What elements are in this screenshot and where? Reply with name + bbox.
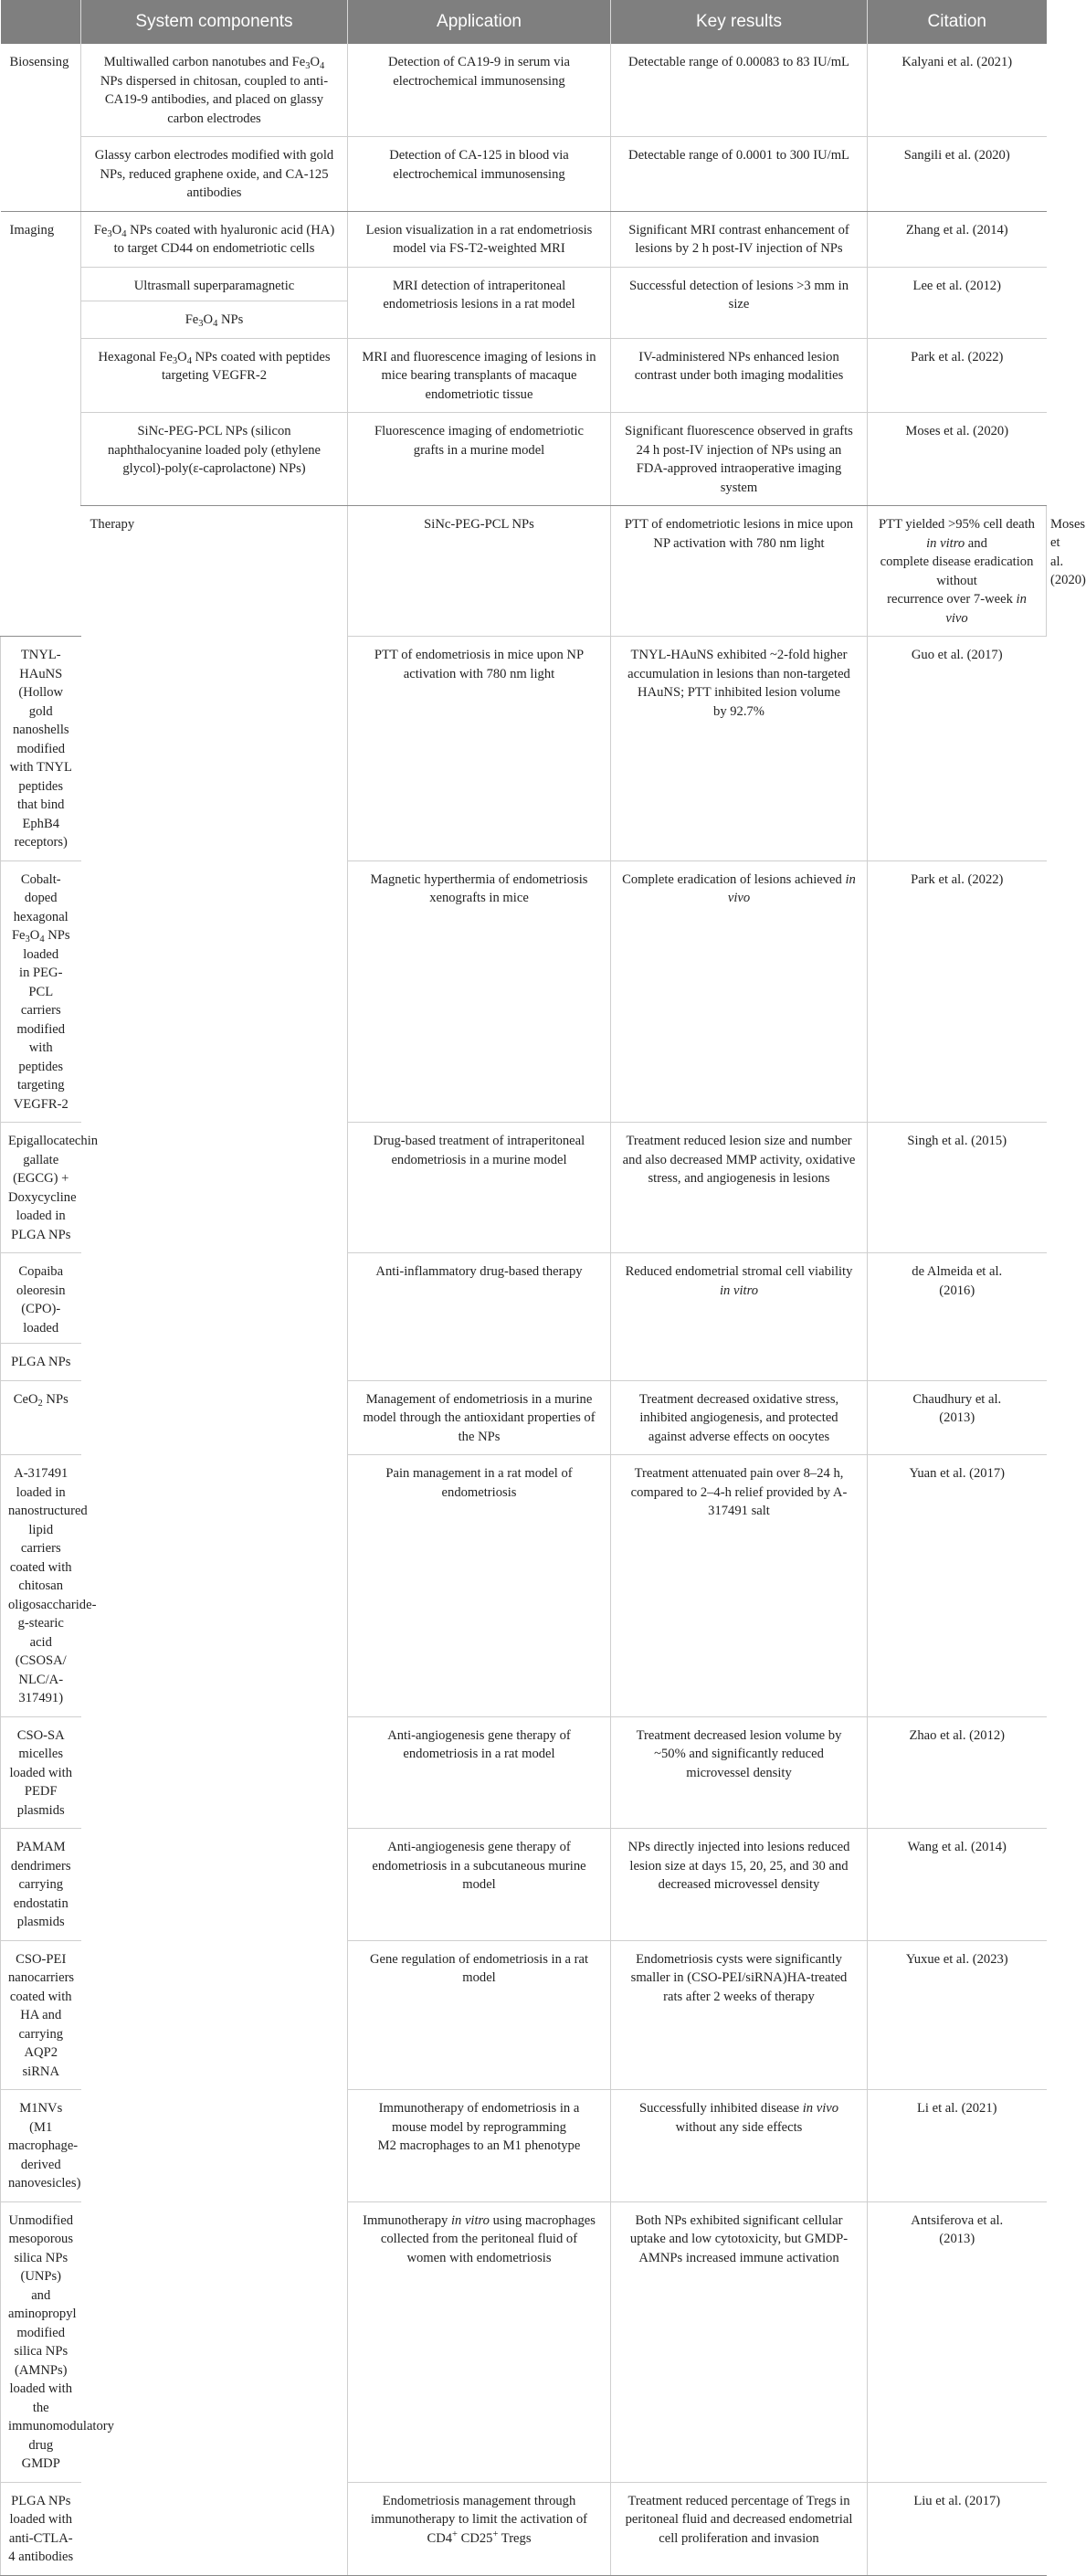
citation-cell	[868, 860, 1047, 1123]
cell-text-segment: Significant MRI contrast enhancement of lesions by 2 h post-IV injection of NPs	[628, 222, 849, 256]
key-results-cell	[611, 44, 868, 137]
citation-text: Liu et al. (2017)	[913, 2493, 1001, 2508]
cell-text-segment: Anti-angiogenesis gene therapy of endometriosis in a rat model	[387, 1727, 571, 1761]
cell-text-segment: Unmodified mesoporous silica NPs (UNPs) and aminopropyl modified silica NPs (AMNPs) loaded with the immunomodulatory drug GMDP	[8, 2212, 114, 2471]
cell-text-segment: A-317491 loaded in nanostructured lipid carriers coated with chitosan oligosaccharide-g-stearic acid (CSOSA/ NLC/A-317491)	[8, 1466, 97, 1705]
cell-text-segment: 4	[320, 61, 325, 71]
application-cell	[348, 1380, 611, 1455]
cell-text-segment: Copaiba oleoresin (CPO)-loaded	[16, 1264, 66, 1336]
table-header-row	[1, 0, 1047, 44]
cell-text-segment: PAMAM dendrimers carrying endostatin plasmids	[10, 1840, 71, 1929]
cell-text-segment: 4	[186, 355, 192, 366]
cell-text-segment: Treatment decreased oxidative stress, inhibited angiogenesis, and protected against adverse effects on oocytes	[638, 1391, 839, 1444]
cell-text-segment: Anti-angiogenesis gene therapy of endometriosis in a subcutaneous murine model	[372, 1840, 586, 1892]
key-results-cell	[611, 1455, 868, 1717]
cell-text-segment: 3	[25, 934, 30, 945]
citation-text: Park et al. (2022)	[911, 349, 1004, 364]
application-cell	[348, 1940, 611, 2090]
system-components-cell	[1, 1253, 81, 1344]
citation-cell	[868, 1123, 1047, 1253]
cell-text-segment: PTT of endometriotic lesions in mice upon NP activation with 780 nm light	[624, 517, 854, 551]
cell-text-segment: Pain management in a rat model of endometriosis	[385, 1466, 573, 1500]
cell-text-segment: PLGA NPs loaded with anti-CTLA- 4 antibodies	[8, 2493, 74, 2564]
cell-text-segment: NPs coated with hyaluronic acid (HA) to target CD44 on endometriotic cells	[113, 222, 335, 256]
citation-text: Zhao et al. (2012)	[909, 1727, 1006, 1743]
cell-text-segment: Epigallocatechin gallate (EGCG) + Doxycycline loaded in PLGA NPs	[8, 1134, 99, 1242]
cell-text-segment: O	[29, 928, 40, 943]
system-components-cell	[81, 267, 348, 301]
application-cell	[348, 1716, 611, 1829]
citation-text: Antsiferova et al. (2013)	[911, 2212, 1004, 2246]
cell-text-segment: Both NPs exhibited significant cellular uptake and low cytotoxicity, but GMDP- AMNPs increased immune activation	[629, 2212, 849, 2265]
category-header	[1, 0, 81, 44]
cell-text-segment: CD25	[457, 2530, 493, 2546]
system-components-cell	[1, 1344, 81, 1381]
system-components-cell	[1, 2201, 114, 2482]
key-results-cell	[611, 2482, 868, 2575]
citation-cell	[868, 1455, 1047, 1717]
key-results-cell	[611, 1380, 868, 1455]
key-results-cell	[611, 1253, 868, 1381]
application-cell	[348, 1829, 611, 1941]
cell-text-segment: in vitro	[450, 2212, 490, 2228]
system-components-cell	[1, 1829, 81, 1941]
application-cell	[611, 506, 868, 637]
cell-text-segment: CSO-PEI nanocarriers coated with HA and carrying AQP2 siRNA	[8, 1951, 75, 2079]
application-cell	[348, 860, 611, 1123]
cell-text-segment: 3	[107, 228, 112, 239]
cell-text-segment: Significant fluorescence observed in grafts 24 h post-IV injection of NPs using an FDA-approved intraoperative imaging system	[625, 424, 853, 495]
citation-cell	[868, 1940, 1047, 2090]
table-row	[1, 211, 1047, 267]
cell-text-segment: Reduced endometrial stromal cell viability	[625, 1264, 853, 1279]
cell-text-segment: 3	[198, 319, 204, 329]
system-components-cell	[1, 860, 81, 1123]
category-imaging: Imaging	[1, 211, 81, 637]
key-results-cell	[611, 137, 868, 212]
citation-cell	[868, 1716, 1047, 1829]
cell-text-segment: NPs coated with peptides targeting VEGFR-2	[162, 349, 331, 383]
application-header: Application	[348, 0, 611, 44]
cell-text-segment: Fluorescence imaging of endometriotic grafts in a murine model	[374, 424, 584, 458]
application-cell	[348, 267, 611, 338]
citation-cell	[868, 413, 1047, 506]
system-components-cell	[81, 137, 348, 212]
citation-cell	[868, 1380, 1047, 1455]
key-results-cell	[611, 1829, 868, 1941]
key-results-cell	[611, 338, 868, 413]
cell-text-segment: MRI and fluorescence imaging of lesions in mice bearing transplants of macaque endometriotic tissue	[362, 349, 596, 402]
system-components-cell	[1, 1716, 81, 1829]
citation-text: Wang et al. (2014)	[907, 1840, 1007, 1854]
citation-text: Lee et al. (2012)	[912, 278, 1001, 293]
citation-cell	[868, 2090, 1047, 2202]
citation-text: Yuan et al. (2017)	[909, 1466, 1006, 1481]
cell-text-segment: 2	[37, 1398, 43, 1409]
cell-text-segment: Detectable range of 0.00083 to 83 IU/mL	[628, 55, 849, 69]
cell-text-segment: in vivo	[945, 592, 1027, 626]
cell-text-segment: in vitro	[926, 535, 965, 551]
category-therapy: Therapy	[81, 506, 348, 2576]
cell-text-segment: Immunotherapy	[363, 2212, 451, 2228]
cell-text-segment: 4	[121, 228, 127, 239]
cell-text-segment: 4	[39, 934, 45, 945]
cell-text-segment: CeO	[13, 1391, 38, 1407]
table-row	[1, 338, 1047, 413]
cell-text-segment: Immunotherapy of endometriosis in a mouse model by reprogramming M2 macrophages to an M1 phenotype	[377, 2101, 581, 2153]
system-components-cell	[81, 44, 348, 137]
cell-text-segment: 4	[213, 319, 218, 329]
cell-text-segment: PLGA NPs	[11, 1355, 71, 1369]
table-row	[1, 44, 1047, 137]
citation-text: Zhang et al. (2014)	[905, 222, 1008, 238]
cell-text-segment: NPs loaded in PEG-PCL carriers modified with peptides targeting VEGFR-2	[13, 928, 70, 1112]
cell-text-segment: in vivo	[802, 2101, 839, 2116]
cell-text-segment: Endometriosis management through immunotherapy to limit the activation of CD4	[370, 2493, 588, 2546]
citation-text: Singh et al. (2015)	[907, 1134, 1007, 1148]
cell-text-segment: O	[177, 349, 187, 364]
cell-text-segment: Cobalt-doped hexagonal Fe	[11, 871, 69, 943]
system-components-cell	[81, 301, 348, 339]
cell-text-segment: +	[492, 2528, 499, 2539]
cell-text-segment: NPs directly injected into lesions reduced lesion size at days 15, 20, 25, and 30 and decreased microvessel density	[627, 1840, 850, 1892]
cell-text-segment: using macrophages collected from the peritoneal fluid of women with endometriosis	[380, 2212, 596, 2265]
application-cell	[348, 2201, 611, 2482]
system-components-cell	[1, 1940, 81, 2090]
system-components-cell	[81, 338, 348, 413]
citation-cell	[868, 44, 1047, 137]
cell-text-segment: M1NVs (M1 macrophage-derived nanovesicles)	[8, 2101, 81, 2191]
application-cell	[348, 1123, 611, 1253]
key-results-header: Key results	[611, 0, 868, 44]
key-results-cell	[611, 1716, 868, 1829]
application-cell	[348, 44, 611, 137]
table-row	[1, 413, 1047, 506]
citation-text: de Almeida et al. (2016)	[912, 1264, 1003, 1298]
cell-text-segment: Successful detection of lesions >3 mm in size	[628, 278, 849, 311]
citation-cell	[868, 2201, 1047, 2482]
cell-text-segment: Treatment reduced lesion size and number and also decreased MMP activity, oxidative stress, and angiogenesis in lesions	[622, 1134, 856, 1186]
system-components-header: System components	[81, 0, 348, 44]
citation-header: Citation	[868, 0, 1047, 44]
cell-text-segment: NPs	[42, 1391, 69, 1407]
cell-text-segment: Complete eradication of lesions achieved	[622, 871, 846, 887]
citation-cell	[868, 637, 1047, 861]
cell-text-segment: in vivo	[727, 871, 856, 905]
citation-text: Park et al. (2022)	[911, 871, 1004, 887]
citation-cell	[868, 267, 1047, 338]
citation-cell	[868, 211, 1047, 267]
table-row	[1, 267, 1047, 301]
system-components-cell	[348, 506, 611, 637]
application-cell	[348, 1253, 611, 1381]
cell-text-segment: Gene regulation of endometriosis in a rat model	[369, 1951, 589, 1985]
system-components-cell	[81, 413, 348, 506]
cell-text-segment: PTT yielded >95% cell death	[879, 517, 1035, 532]
key-results-cell	[611, 413, 868, 506]
application-cell	[348, 137, 611, 212]
application-cell	[348, 413, 611, 506]
system-components-cell	[1, 2090, 81, 2202]
cell-text-segment: in vitro	[719, 1283, 759, 1298]
cell-text-segment: and complete disease eradication without recurrence over 7-week	[880, 535, 1034, 607]
cell-text-segment: Detection of CA-125 in blood via electrochemical immunosensing	[389, 148, 569, 182]
cell-text-segment: Drug-based treatment of intraperitoneal endometriosis in a murine model	[373, 1134, 585, 1167]
citation-cell	[868, 1253, 1047, 1381]
cell-text-segment: IV-administered NPs enhanced lesion contrast under both imaging modalities	[634, 349, 844, 383]
key-results-cell	[611, 1940, 868, 2090]
cell-text-segment: Lesion visualization in a rat endometriosis model via FS-T2-weighted MRI	[365, 222, 593, 256]
cell-text-segment: Endometriosis cysts were significantly smaller in (CSO-PEI/siRNA)HA-treated rats after 2 weeks of therapy	[630, 1951, 848, 2004]
cell-text-segment: SiNc-PEG-PCL NPs (silicon naphthalocyanine loaded poly (ethylene glycol)-poly(ε-caprolactone) NPs)	[107, 424, 321, 476]
application-cell	[348, 2482, 611, 2575]
citation-text: Yuxue et al. (2023)	[905, 1951, 1008, 1967]
cell-text-segment: PTT of endometriosis in mice upon NP activation with 780 nm light	[374, 648, 585, 681]
key-results-cell	[611, 1123, 868, 1253]
category-biosensing: Biosensing	[1, 44, 81, 211]
cell-text-segment: Successfully inhibited disease	[638, 2101, 803, 2116]
system-components-cell	[1, 2482, 81, 2575]
application-cell	[348, 2090, 611, 2202]
key-results-cell	[611, 211, 868, 267]
cell-text-segment: Detection of CA19-9 in serum via electrochemical immunosensing	[388, 55, 570, 89]
cell-text-segment: TNYL-HAuNS exhibited ~2-fold higher accumulation in lesions than non-targeted HAuNS; PTT inhibited lesion volume by 92.7%	[627, 648, 850, 719]
application-cell	[348, 637, 611, 861]
citation-cell	[868, 1829, 1047, 1941]
cell-text-segment: 3	[305, 61, 311, 71]
key-results-cell	[611, 637, 868, 861]
cell-text-segment: Ultrasmall superparamagnetic	[133, 278, 295, 293]
cell-text-segment: Magnetic hyperthermia of endometriosis xenografts in mice	[370, 871, 588, 905]
cell-text-segment: +	[452, 2528, 458, 2539]
application-cell	[348, 338, 611, 413]
cell-text-segment: 3	[172, 355, 178, 366]
system-components-cell	[1, 1123, 99, 1253]
cell-text-segment: O	[310, 55, 321, 69]
citation-cell	[868, 338, 1047, 413]
citation-text: Chaudhury et al. (2013)	[912, 1391, 1002, 1425]
citation-text: Li et al. (2021)	[916, 2101, 997, 2116]
citation-text: Guo et al. (2017)	[911, 648, 1003, 662]
cell-text-segment: Fe	[185, 312, 199, 327]
table-row	[1, 137, 1047, 212]
cell-text-segment: Fe	[93, 222, 108, 238]
system-components-cell	[1, 637, 81, 861]
cell-text-segment: Treatment decreased lesion volume by ~50% and significantly reduced microvessel density	[636, 1727, 842, 1780]
citation-cell	[868, 137, 1047, 212]
citation-text: Sangili et al. (2020)	[903, 148, 1010, 163]
system-components-cell	[81, 211, 348, 267]
cell-text-segment: Glassy carbon electrodes modified with gold NPs, reduced graphene oxide, and CA-125 antibodies	[94, 148, 334, 200]
cell-text-segment: O	[203, 312, 214, 327]
cell-text-segment: Detectable range of 0.0001 to 300 IU/mL	[628, 148, 849, 163]
cell-text-segment: Anti-inflammatory drug-based therapy	[375, 1264, 583, 1279]
cell-text-segment: Treatment attenuated pain over 8–24 h, compared to 2–4-h relief provided by A- 317491 salt	[630, 1466, 848, 1518]
system-components-cell	[1, 1455, 97, 1717]
cell-text-segment: O	[111, 222, 122, 238]
citation-cell	[868, 2482, 1047, 2575]
cell-text-segment: NPs	[217, 312, 244, 327]
key-results-cell	[611, 2201, 868, 2482]
key-results-cell	[611, 267, 868, 338]
cell-text-segment: TNYL-HAuNS (Hollow gold nanoshells modified with TNYL peptides that bind EphB4 receptors)	[9, 648, 72, 850]
application-cell	[348, 1455, 611, 1717]
cell-text-segment: Treatment reduced percentage of Tregs in peritoneal fluid and decreased endometrial cell proliferation and invasion	[625, 2493, 853, 2546]
cell-text-segment: Tregs	[498, 2530, 532, 2546]
citation-text: Moses et al. (2020)	[905, 424, 1009, 438]
key-results-cell	[611, 2090, 868, 2202]
citation-text: Moses et al. (2020)	[1050, 516, 1086, 587]
cell-text-segment: Management of endometriosis in a murine model through the antioxidant properties of the NPs	[363, 1391, 596, 1444]
application-cell	[348, 211, 611, 267]
system-components-cell	[1, 1380, 81, 1455]
cell-text-segment: SiNc-PEG-PCL NPs	[424, 517, 534, 532]
cell-text-segment: NPs dispersed in chitosan, coupled to anti- CA19-9 antibodies, and placed on glassy carbon electrodes	[100, 73, 329, 126]
cell-text-segment: Hexagonal Fe	[98, 349, 173, 364]
key-results-cell	[611, 860, 868, 1123]
cell-text-segment: without any side effects	[675, 2119, 803, 2135]
citation-text: Kalyani et al. (2021)	[901, 55, 1013, 69]
cell-text-segment: MRI detection of intraperitoneal endometriosis lesions in a rat model	[383, 278, 575, 311]
cell-text-segment: CSO-SA micelles loaded with PEDF plasmids	[9, 1727, 72, 1818]
key-results-cell	[868, 506, 1047, 637]
table-row	[1, 506, 1047, 637]
cell-text-segment: Multiwalled carbon nanotubes and Fe	[103, 55, 306, 69]
